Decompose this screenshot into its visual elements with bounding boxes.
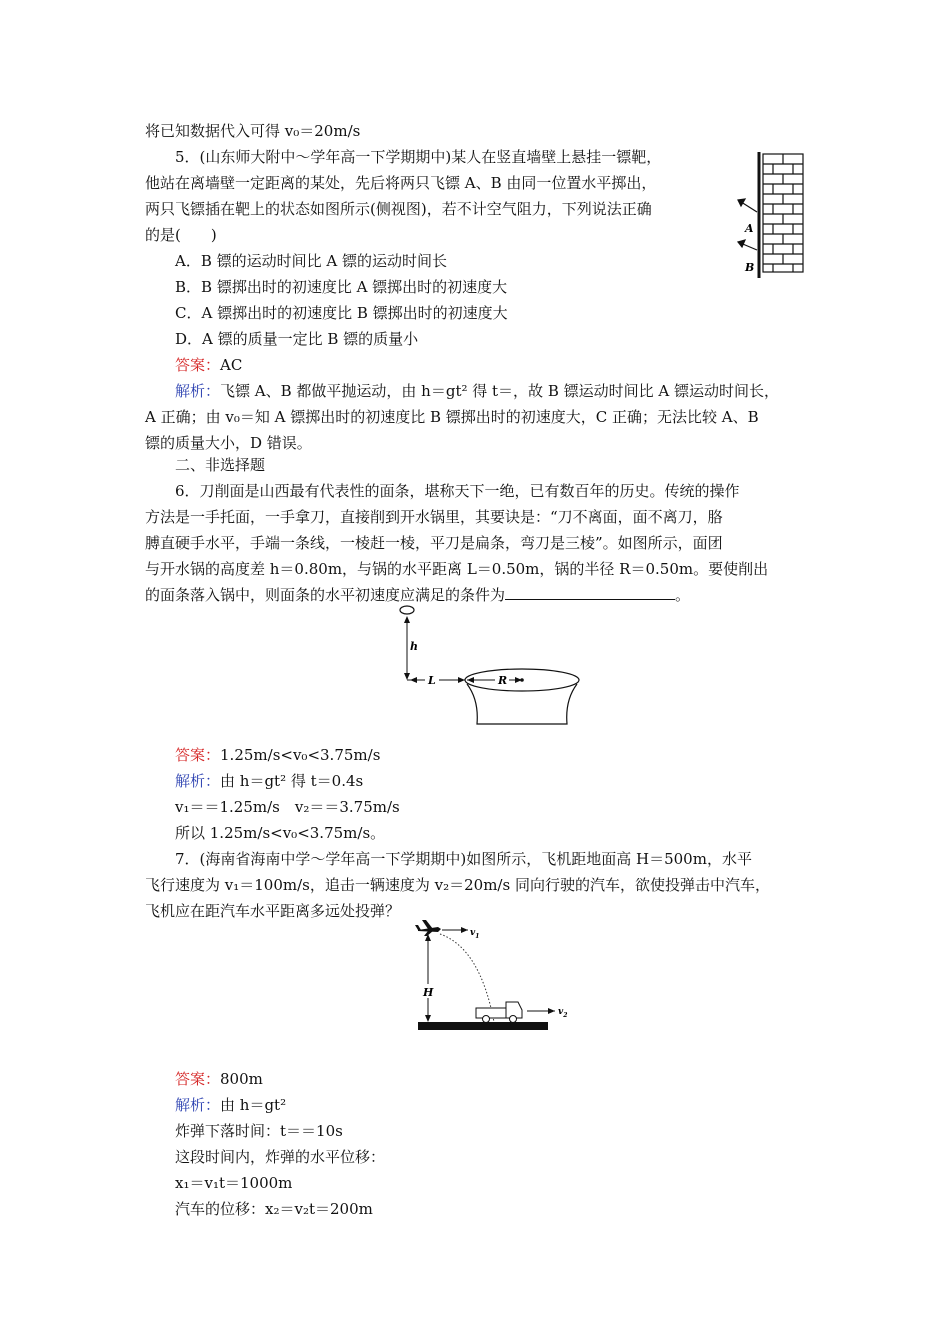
dart-label-b: B xyxy=(745,261,755,274)
height-label: H xyxy=(423,986,434,999)
text-line: 将已知数据代入可得 v₀＝20m/s xyxy=(145,122,361,140)
analysis-label: 解析： xyxy=(175,1096,221,1114)
analysis-label: 解析： xyxy=(175,382,221,400)
option-b: B．B 镖掷出时的初速度比 A 镖掷出时的初速度大 xyxy=(175,278,508,296)
question-5-stem: 两只飞镖插在靶上的状态如图所示(侧视图)，若不计空气阻力，下列说法正确 xyxy=(145,200,652,218)
pot-figure xyxy=(395,602,595,732)
analysis-text: 所以 1.25m/s<v₀<3.75m/s。 xyxy=(175,824,386,842)
height-label: h xyxy=(410,640,418,653)
question-7-stem: 飞机应在距汽车水平距离多远处投弹？ xyxy=(145,902,401,920)
analysis-text: A 正确；由 v₀＝知 A 镖掷出时的初速度比 B 镖掷出时的初速度大，C 正确；无法比较 A、B xyxy=(145,408,759,426)
v2-letter: v xyxy=(558,1007,564,1017)
question-5-stem: 5．(山东师大附中～学年高一下学期期中)某人在竖直墙壁上悬挂一镖靶， xyxy=(175,148,662,166)
question-7-stem: 飞行速度为 v₁＝100m/s，追击一辆速度为 v₂＝20m/s 同向行驶的汽车，欲使投弹击中汽车， xyxy=(145,876,770,894)
question-6-text: 的面条落入锅中，则面条的水平初速度应满足的条件为 xyxy=(145,586,506,604)
answer-line xyxy=(175,744,380,766)
analysis-text: x₁＝v₁t＝1000m xyxy=(175,1174,293,1192)
answer-label: 答案： xyxy=(175,746,221,764)
distance-label: L xyxy=(428,674,436,687)
answer-blank xyxy=(505,585,675,600)
analysis-text: 这段时间内，炸弹的水平位移： xyxy=(175,1148,386,1166)
analysis-text: 飞镖 A、B 都做平抛运动，由 h＝gt² 得 t＝，故 B 镖运动时间比 A 镖运动时间长， xyxy=(220,382,779,400)
answer-value: 1.25m/s<v₀<3.75m/s xyxy=(220,746,381,764)
answer-value: AC xyxy=(220,356,243,374)
option-c: C．A 镖掷出时的初速度比 B 镖掷出时的初速度大 xyxy=(175,304,508,322)
analysis-text: 镖的质量大小，D 错误。 xyxy=(145,434,312,452)
analysis-text: 炸弹下落时间：t＝＝10s xyxy=(175,1122,343,1140)
question-6-stem: 与开水锅的高度差 h＝0.80m，与锅的水平距离 L＝0.50m，锅的半径 R＝0.50m。要使削出 xyxy=(145,560,769,578)
answer-line xyxy=(175,354,242,376)
v2-label xyxy=(558,1007,567,1019)
option-a: A．B 镖的运动时间比 A 镖的运动时间长 xyxy=(175,252,447,270)
question-6-end: 。 xyxy=(675,586,691,604)
option-d: D．A 镖的质量一定比 B 镖的质量小 xyxy=(175,330,419,348)
question-6-stem: 膊直硬手水平，手端一条线，一棱赶一棱，平刀是扁条，弯刀是三棱”。如图所示，面团 xyxy=(145,534,723,552)
plane-car-figure xyxy=(410,918,590,1030)
analysis-text: 汽车的位移：x₂＝v₂t＝200m xyxy=(175,1200,373,1218)
question-7-stem: 7．(海南省海南中学～学年高一下学期期中)如图所示，飞机距地面高 H＝500m，水平 xyxy=(175,850,752,868)
radius-label: R xyxy=(498,674,508,687)
analysis-line xyxy=(175,380,779,402)
question-5-stem: 的是( ) xyxy=(145,226,217,244)
question-5-stem: 他站在离墙壁一定距离的某处，先后将两只飞镖 A、B 由同一位置水平掷出， xyxy=(145,174,657,192)
v2-subscript: 2 xyxy=(563,1012,568,1019)
dart-label-a: A xyxy=(745,222,754,235)
analysis-label: 解析： xyxy=(175,772,221,790)
analysis-line xyxy=(175,1094,286,1116)
dart-wall-figure xyxy=(735,150,810,280)
answer-label: 答案： xyxy=(175,356,221,374)
question-6-stem: 6．刀削面是山西最有代表性的面条，堪称天下一绝，已有数百年的历史。传统的操作 xyxy=(175,482,740,500)
question-6-stem: 方法是一手托面，一手拿刀，直接削到开水锅里，其要诀是：“刀不离面，面不离刀，胳 xyxy=(145,508,723,526)
v1-letter: v xyxy=(470,928,476,938)
v1-label xyxy=(470,928,479,940)
analysis-line xyxy=(175,770,363,792)
section-heading: 二、非选择题 xyxy=(175,456,266,474)
answer-label: 答案： xyxy=(175,1070,221,1088)
analysis-text: 由 h＝gt² xyxy=(220,1096,287,1114)
v1-subscript: 1 xyxy=(475,933,480,940)
analysis-text: v₁＝＝1.25m/s v₂＝＝3.75m/s xyxy=(175,798,400,816)
answer-line xyxy=(175,1068,263,1090)
analysis-text: 由 h＝gt² 得 t＝0.4s xyxy=(220,772,364,790)
answer-value: 800m xyxy=(220,1070,263,1088)
